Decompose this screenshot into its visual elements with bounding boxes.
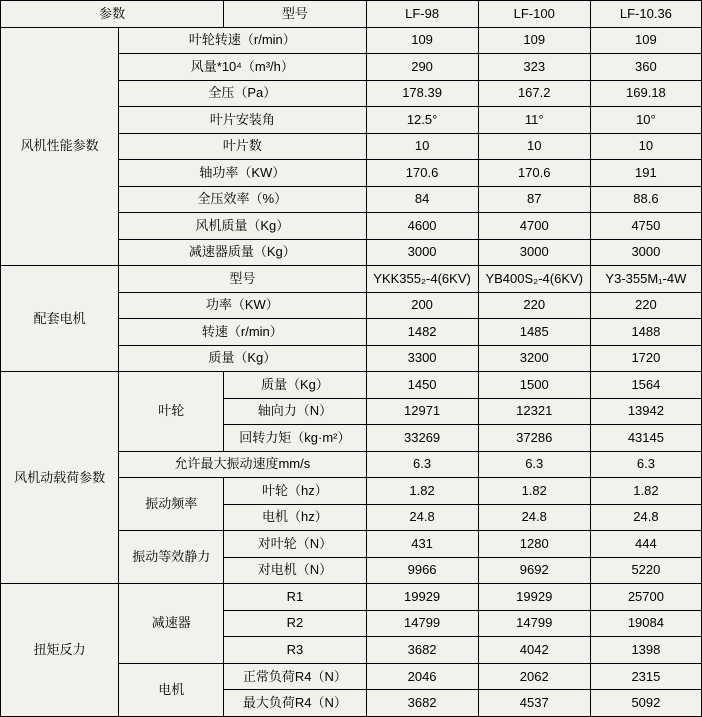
row-value: 9966 xyxy=(366,557,478,584)
row-value: 109 xyxy=(590,27,701,54)
category-matched-motor: 配套电机 xyxy=(1,266,119,372)
row-label: 回转力矩（kg·m²） xyxy=(224,425,366,452)
row-value: 1.82 xyxy=(478,478,590,505)
row-label: 全压效率（%） xyxy=(119,186,366,213)
row-value: 169.18 xyxy=(590,80,701,107)
row-value: 2046 xyxy=(366,663,478,690)
row-label: 轴向力（N） xyxy=(224,398,366,425)
row-label: 质量（Kg） xyxy=(224,372,366,399)
row-value: 10 xyxy=(366,133,478,160)
row-value: 6.3 xyxy=(590,451,701,478)
subgroup-reducer: 减速器 xyxy=(119,584,224,664)
row-value: 4600 xyxy=(366,213,478,240)
row-label: 正常负荷R4（N） xyxy=(224,663,366,690)
row-value: 14799 xyxy=(478,610,590,637)
row-value: 2062 xyxy=(478,663,590,690)
row-value: 323 xyxy=(478,54,590,81)
row-value: 24.8 xyxy=(590,504,701,531)
row-value: 25700 xyxy=(590,584,701,611)
row-value: 87 xyxy=(478,186,590,213)
row-value: 3682 xyxy=(366,637,478,664)
row-value: 1.82 xyxy=(366,478,478,505)
header-model-3: LF-10.36 xyxy=(590,1,701,28)
row-label: R1 xyxy=(224,584,366,611)
row-value: 3000 xyxy=(478,239,590,266)
row-value: YB400S₂-4(6KV) xyxy=(478,266,590,293)
row-label: 允许最大振动速度mm/s xyxy=(119,451,366,478)
category-fan-performance: 风机性能参数 xyxy=(1,27,119,266)
subgroup-vibration-frequency: 振动频率 xyxy=(119,478,224,531)
row-value: 4750 xyxy=(590,213,701,240)
row-value: 1280 xyxy=(478,531,590,558)
row-value: 24.8 xyxy=(478,504,590,531)
table-header-row xyxy=(1,1,702,28)
row-value: 19929 xyxy=(366,584,478,611)
row-value: 10 xyxy=(478,133,590,160)
row-value: 4537 xyxy=(478,690,590,717)
row-value: 170.6 xyxy=(478,160,590,187)
table-row xyxy=(1,27,702,54)
row-label: 对电机（N） xyxy=(224,557,366,584)
row-value: 19929 xyxy=(478,584,590,611)
row-label: 叶片安装角 xyxy=(119,107,366,134)
row-value: 3300 xyxy=(366,345,478,372)
subgroup-equivalent-static-force: 振动等效静力 xyxy=(119,531,224,584)
row-value: 9692 xyxy=(478,557,590,584)
row-value: 290 xyxy=(366,54,478,81)
header-model-2: LF-100 xyxy=(478,1,590,28)
row-label: 全压（Pa） xyxy=(119,80,366,107)
subgroup-impeller: 叶轮 xyxy=(119,372,224,452)
row-value: 220 xyxy=(478,292,590,319)
row-value: 444 xyxy=(590,531,701,558)
row-value: 6.3 xyxy=(478,451,590,478)
row-value: YKK355₂-4(6KV) xyxy=(366,266,478,293)
row-value: 3000 xyxy=(590,239,701,266)
row-value: 88.6 xyxy=(590,186,701,213)
row-value: 1720 xyxy=(590,345,701,372)
table-row xyxy=(1,584,702,611)
row-label: 叶轮（hz） xyxy=(224,478,366,505)
row-value: 4042 xyxy=(478,637,590,664)
header-parameter-label: 参数 xyxy=(1,1,224,28)
row-value: 1.82 xyxy=(590,478,701,505)
row-value: Y3-355M₁-4W xyxy=(590,266,701,293)
row-value: 5092 xyxy=(590,690,701,717)
row-value: 1450 xyxy=(366,372,478,399)
row-value: 170.6 xyxy=(366,160,478,187)
subgroup-motor: 电机 xyxy=(119,663,224,716)
row-label: 电机（hz） xyxy=(224,504,366,531)
row-label: 转速（r/min） xyxy=(119,319,366,346)
row-value: 24.8 xyxy=(366,504,478,531)
row-label: 型号 xyxy=(119,266,366,293)
row-value: 14799 xyxy=(366,610,478,637)
row-value: 43145 xyxy=(590,425,701,452)
row-value: 360 xyxy=(590,54,701,81)
row-value: 19084 xyxy=(590,610,701,637)
row-value: 1485 xyxy=(478,319,590,346)
row-value: 13942 xyxy=(590,398,701,425)
row-value: 2315 xyxy=(590,663,701,690)
row-value: 6.3 xyxy=(366,451,478,478)
row-label: 最大负荷R4（N） xyxy=(224,690,366,717)
row-value: 12.5° xyxy=(366,107,478,134)
row-value: 10 xyxy=(590,133,701,160)
row-value: 11° xyxy=(478,107,590,134)
row-value: 33269 xyxy=(366,425,478,452)
row-value: 109 xyxy=(478,27,590,54)
row-value: 109 xyxy=(366,27,478,54)
row-value: 3000 xyxy=(366,239,478,266)
row-label: 叶轮转速（r/min） xyxy=(119,27,366,54)
row-label: R2 xyxy=(224,610,366,637)
row-value: 12321 xyxy=(478,398,590,425)
table-row xyxy=(1,266,702,293)
row-value: 200 xyxy=(366,292,478,319)
row-value: 84 xyxy=(366,186,478,213)
row-value: 1398 xyxy=(590,637,701,664)
header-model-label: 型号 xyxy=(224,1,366,28)
row-value: 12971 xyxy=(366,398,478,425)
row-value: 10° xyxy=(590,107,701,134)
row-value: 3200 xyxy=(478,345,590,372)
row-value: 4700 xyxy=(478,213,590,240)
row-value: 1488 xyxy=(590,319,701,346)
row-value: 191 xyxy=(590,160,701,187)
row-value: 178.39 xyxy=(366,80,478,107)
row-value: 1500 xyxy=(478,372,590,399)
category-dynamic-load: 风机动载荷参数 xyxy=(1,372,119,584)
row-label: 质量（Kg） xyxy=(119,345,366,372)
row-value: 5220 xyxy=(590,557,701,584)
row-value: 167.2 xyxy=(478,80,590,107)
row-label: 轴功率（KW） xyxy=(119,160,366,187)
row-label: 功率（KW） xyxy=(119,292,366,319)
category-torque-reaction: 扭矩反力 xyxy=(1,584,119,717)
row-label: 风机质量（Kg） xyxy=(119,213,366,240)
row-label: 叶片数 xyxy=(119,133,366,160)
row-value: 1482 xyxy=(366,319,478,346)
header-model-1: LF-98 xyxy=(366,1,478,28)
row-value: 3682 xyxy=(366,690,478,717)
row-value: 37286 xyxy=(478,425,590,452)
row-label: 减速器质量（Kg） xyxy=(119,239,366,266)
row-label: 对叶轮（N） xyxy=(224,531,366,558)
row-label: R3 xyxy=(224,637,366,664)
table-row xyxy=(1,372,702,399)
row-value: 1564 xyxy=(590,372,701,399)
row-value: 220 xyxy=(590,292,701,319)
row-label: 风量*10⁴（m³/h） xyxy=(119,54,366,81)
row-value: 431 xyxy=(366,531,478,558)
